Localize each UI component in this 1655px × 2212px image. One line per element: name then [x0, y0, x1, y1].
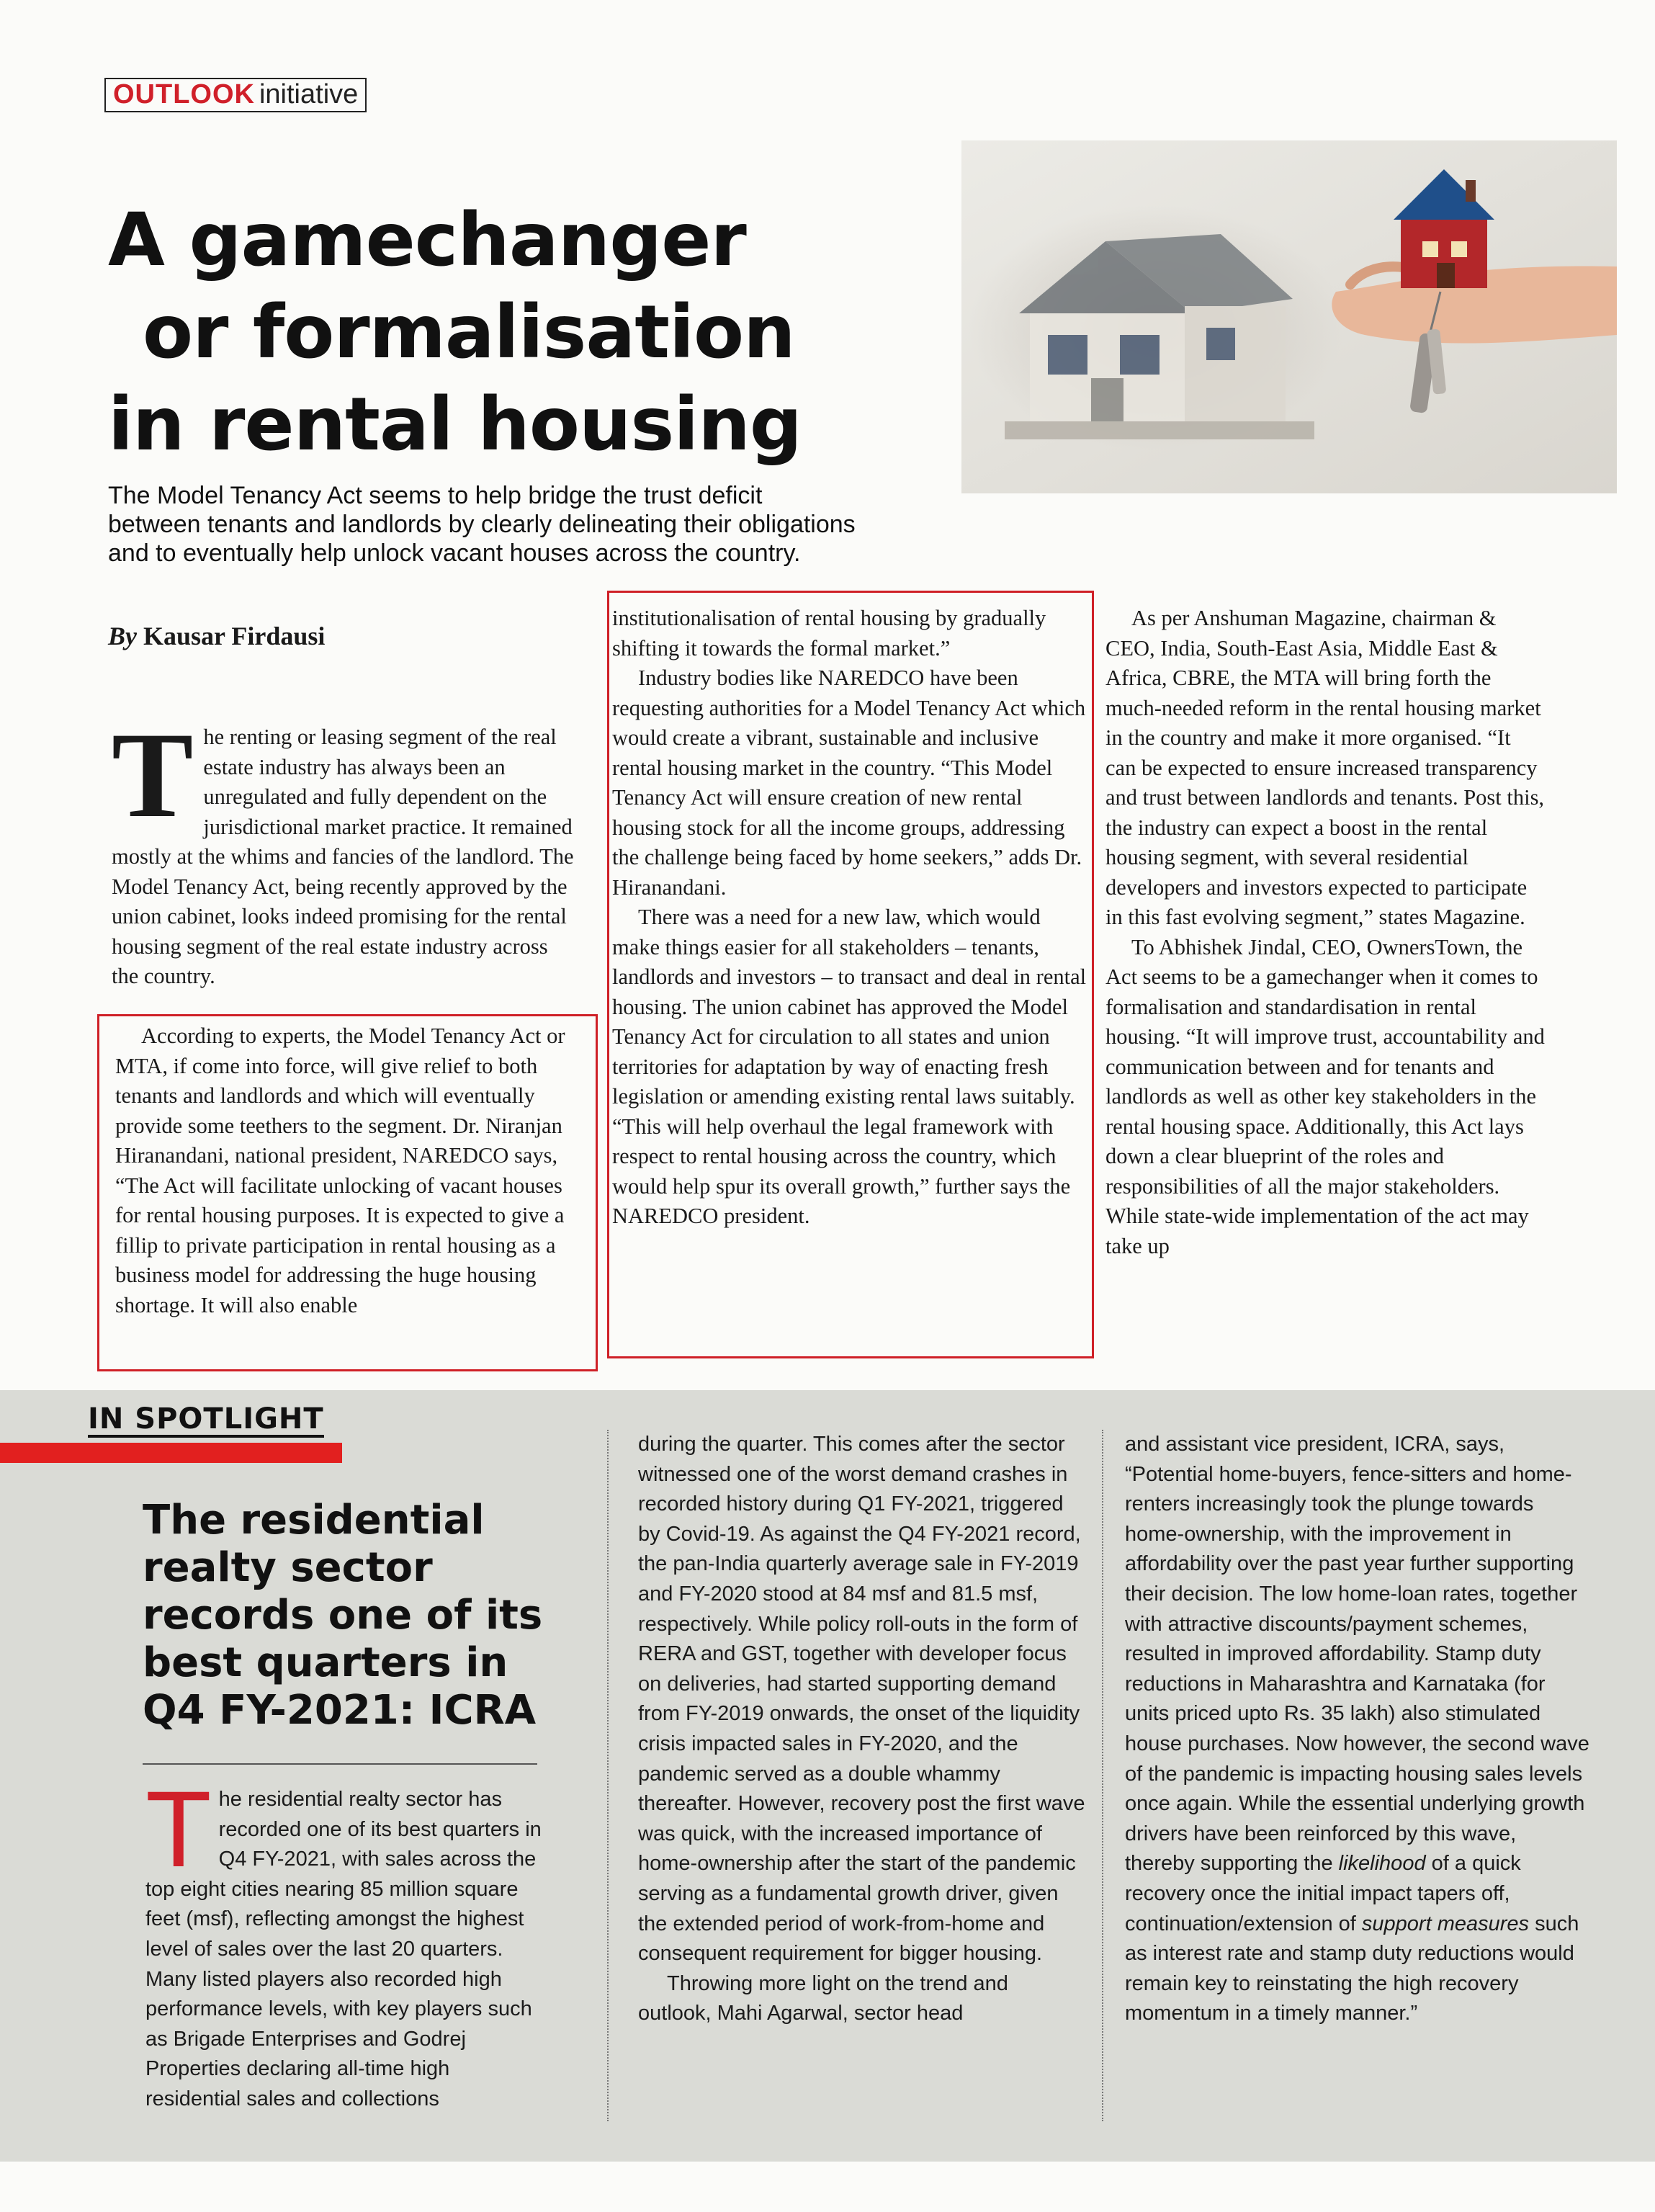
article-headline	[108, 194, 936, 471]
brand-initiative: initiative	[259, 79, 359, 109]
article-column-1	[112, 707, 580, 992]
spotlight-paragraph-trend: Throwing more light on the trend and outlook, Mahi Agarwal, sector head	[638, 1971, 1008, 2025]
article-paragraph-institutionalisation: institutionalisation of rental housing by gradually shifting it towards the formal market.”	[612, 606, 1046, 661]
highlight-box-1	[97, 1014, 598, 1371]
article-intro: he renting or leasing segment of the real estate industry has always been an unregulated and fully dependent on the jurisdictional market practice. It remained mostly at the whims and fancies of the landlord. The Model Tenancy Act, being recently approved by the union cabinet, looks indeed promising for the rental housing segment of the real estate industry across the country.	[112, 725, 574, 988]
article-dropcap: T	[112, 707, 194, 843]
spotlight-column-2	[638, 1430, 1086, 2029]
spotlight-dropcap: T	[145, 1768, 212, 1889]
spotlight-column-3	[1125, 1430, 1589, 2029]
highlight-box-2	[607, 591, 1094, 1358]
spotlight-headline: The residential realty sector records one of its best quarters in Q4 FY-2021: ICRA	[143, 1497, 543, 1734]
article-paragraph-naredco: Industry bodies like NAREDCO have been requesting authorities for a Model Tenancy Act which would create a vibrant, sustainable and inclusive rental housing market in the country. “This Model Tenancy Act will ensure creation of new rental housing stock for all the income groups, addressing the challenge being faced by home seekers,” adds Dr. Hiranandani.	[612, 666, 1086, 900]
spotlight-red-bar	[0, 1443, 342, 1463]
brand-outlook: OUTLOOK	[113, 79, 255, 109]
headline-line-2: or formalisation	[143, 290, 795, 375]
article-paragraph-experts: According to experts, the Model Tenancy Act or MTA, if come into force, will give relief to both tenants and landlords and which will eventually provide some teethers to the segment. Dr. Niranjan Hiranandani, national president, NAREDCO says, “The Act will facilitate unlocking of vacant houses for rental housing purposes. It is expected to give a fillip to private participation in rental housing as a business model for addressing the huge housing shortage. It will also enable	[115, 1024, 565, 1317]
house-keys-photo	[961, 140, 1617, 493]
spotlight-divider	[143, 1763, 537, 1765]
spotlight-intro: he residential realty sector has recorded one of its best quarters in Q4 FY-2021, with sales across the top eight cities nearing 85 million square feet (msf), reflecting amongst the highest level of sales over the last 20 quarters. Many listed players also recorded high performance levels, with key players such as Brigade Enterprises and Godrej Properties declaring all-time high residential sales and collections	[145, 1788, 542, 2110]
article-paragraph-new-law: There was a need for a new law, which would make things easier for all stakeholders – tenants, landlords and investors – to transact and deal in rental housing. The union cabinet has approved the Model Tenancy Act for circulation to all states and union territories for adaptation by way of enacting fresh legislation or amending existing rental laws suitably. “This will help overhaul the legal framework with respect to rental housing across the country, which would help spur its overall growth,” further says the NAREDCO president.	[612, 905, 1087, 1228]
headline-line-1: A gamechanger	[108, 197, 746, 283]
byline-by: By	[108, 622, 137, 650]
byline-author: Kausar Firdausi	[143, 622, 326, 650]
article-standfirst	[108, 481, 987, 568]
spotlight-paragraph-quarter: during the quarter. This comes after the sector witnessed one of the worst demand crashes in recorded history during Q1 FY-2021, triggered by Covid-19. As against the Q4 FY-2021 record, the pan-India quarterly average sale in FY-2019 and FY-2020 stood at 84 msf and 81.5 msf, respectively. While policy roll-outs in the form of RERA and GST, together with developer focus on deliveries, had started supporting demand from FY-2019 onwards, the onset of the liquidity crisis impacted sales in FY-2020, and the pandemic served as a double whammy thereafter. However, recovery post the first wave was quick, with the increased importance of home-ownership after the start of the pandemic serving as a fundamental growth driver, given the extended period of work-from-home and consequent requirement for bigger housing.	[638, 1433, 1085, 1966]
standfirst-line-3: and to eventually help unlock vacant houses across the country.	[108, 539, 801, 567]
spotlight-quote-a: and assistant vice president, ICRA, says, “Potential home-buyers, fence-sitters and home-renters increasingly took the plunge towards home-ownership, with the improvement in affordability over the past year further supporting their decision. The low home-loan rates, together with attractive discounts/payment schemes, resulted in improved affordability. Stamp duty reductions in Maharashtra and Karnataka (for units priced upto Rs. 35 lakh) also stimulated house purchases. Now however, the second wave of the pandemic is impacting housing sales levels once again. While the essential underlying growth drivers have been reinforced by this wave, thereby supporting the	[1125, 1433, 1589, 1876]
brand-logo	[104, 78, 367, 112]
spotlight-quote-likelihood: likelihood	[1338, 1852, 1426, 1876]
article-paragraph-cbre: As per Anshuman Magazine, chairman & CEO, India, South-East Asia, Middle East & Africa, CBRE, the MTA will bring forth the much-needed reform in the rental housing market in the country and make it more organised. “It can be expected to ensure increased transparency and trust between landlords and tenants. Post this, the industry can expect a boost in the rental housing segment, with several residential developers and investors expected to participate in this fast evolving segment,” states Magazine.	[1105, 606, 1545, 929]
standfirst-line-1: The Model Tenancy Act seems to help bridge the trust deficit	[108, 482, 763, 509]
headline-line-3: in rental housing	[108, 382, 802, 467]
spotlight-column-divider-2	[1102, 1430, 1103, 2121]
spotlight-column-divider-1	[607, 1430, 609, 2121]
spotlight-quote-c: such as interest rate and stamp duty reductions would remain key to reinstating the high recovery momentum in a timely manner.”	[1125, 1912, 1579, 2025]
article-column-3	[1105, 604, 1546, 1261]
spotlight-label: IN SPOTLIGHT	[88, 1403, 324, 1438]
article-paragraph-ownerstown: To Abhishek Jindal, CEO, OwnersTown, the Act seems to be a gamechanger when it comes to formalisation and standardisation in rental housing. “It will improve trust, accountability and communication between and for tenants and landlords as well as other key stakeholders in the rental housing space. Additionally, this Act lays down a clear blueprint of the roles and responsibilities of all the major stakeholders. While state-wide implementation of the act may take up	[1105, 934, 1545, 1258]
byline	[108, 621, 325, 651]
spotlight-quote-support: support measures	[1361, 1912, 1530, 1935]
spotlight-quote-b: of a quick recovery once the initial impact tapers off, continuation/extension of	[1125, 1852, 1521, 1935]
standfirst-line-2: between tenants and landlords by clearly delineating their obligations	[108, 511, 856, 538]
spotlight-column-1	[145, 1768, 549, 2115]
